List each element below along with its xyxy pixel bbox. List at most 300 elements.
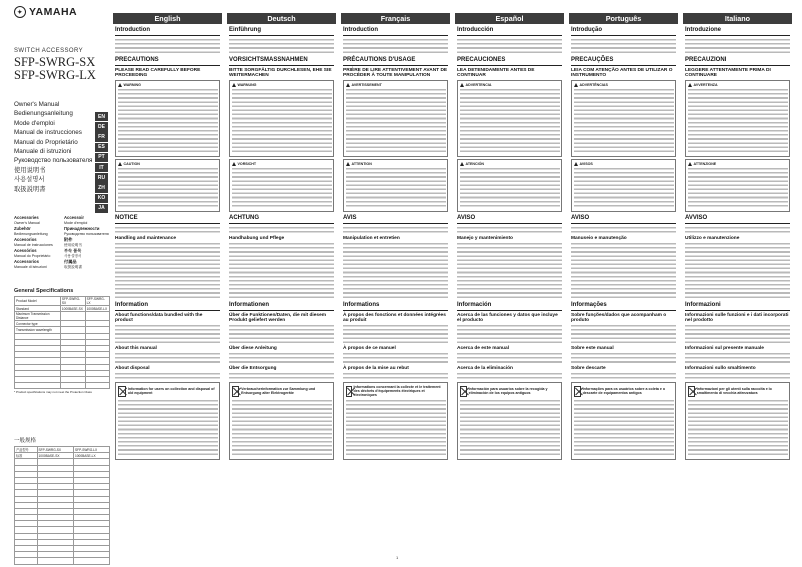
subsection-title: À propos de ce manuel: [343, 346, 396, 352]
notice-text: [460, 167, 560, 208]
manual-title: Mode d'emploi: [14, 119, 55, 127]
body-text: [115, 242, 220, 299]
notice-label: AVERTISSEMENT: [351, 82, 382, 87]
section-title: Introduction: [343, 27, 378, 33]
accessory-sub: Manual do Proprietário: [14, 254, 51, 258]
section-title: AVIS: [343, 214, 357, 221]
notice-label: Informations concernant la collecte et le traitement des déchets d'équipements électriques et électroniques: [353, 385, 441, 398]
notice-box: [115, 159, 220, 212]
body-text: [571, 352, 676, 364]
warning-triangle-icon: [232, 162, 236, 166]
language-tabs: [95, 112, 108, 214]
spec-cell: 产品型号: [15, 447, 38, 453]
section-title: AVISO: [571, 214, 590, 221]
notice-text: [118, 88, 218, 154]
spec-cell: Standard: [15, 306, 61, 312]
notice-heading: [460, 162, 560, 166]
body-text: [343, 324, 448, 345]
subsection-title: Über die Entsorgung: [229, 365, 277, 371]
column-header: Italiano: [683, 13, 792, 24]
notice-heading: [346, 162, 446, 166]
notice-heading: [232, 83, 332, 87]
notice-box: [457, 382, 562, 460]
warning-triangle-icon: [232, 83, 236, 87]
accessory-label: Accessoir: [64, 215, 85, 220]
spec-cell: [74, 558, 110, 564]
language-tab: DE: [95, 122, 108, 131]
spec-cell: [15, 558, 38, 564]
column-body: [113, 27, 222, 460]
warning-triangle-icon: [346, 162, 350, 166]
body-text: [457, 324, 562, 345]
crossed-bin-icon: [118, 386, 126, 397]
general-specifications-cn: [14, 436, 110, 565]
body-text: [457, 242, 562, 299]
subsection-title: Handhabung und Pflege: [229, 235, 285, 241]
spec-cell: SFP-SWRG-SX: [37, 447, 73, 453]
notice-heading: [688, 83, 788, 87]
spec-cell: [37, 558, 73, 564]
subsection-title: Manejo y mantenimiento: [457, 235, 513, 241]
section-title: Information: [115, 302, 148, 309]
body-text: [229, 226, 334, 234]
subsection-title: PLEASE READ CAREFULLY BEFORE PROCEEDING: [115, 68, 201, 79]
accessory-label: Accessorios: [14, 259, 39, 264]
column-header: Français: [341, 13, 450, 24]
notice-text: [232, 167, 332, 208]
notice-box: [343, 159, 448, 212]
notice-box: [457, 80, 562, 157]
section-rule: [115, 310, 220, 311]
body-text: [571, 372, 676, 380]
notice-heading: [232, 385, 332, 398]
column-français: [341, 13, 450, 561]
manual-title: Manuale di istruzioni: [14, 148, 72, 156]
section-title: ACHTUNG: [229, 214, 259, 221]
body-text: [115, 226, 220, 234]
warning-triangle-icon: [688, 162, 692, 166]
manual-title-list: [14, 100, 104, 194]
body-text: [343, 242, 448, 299]
accessory-label: 부속 품목: [64, 248, 82, 253]
notice-text: [460, 399, 560, 456]
body-text: [115, 324, 220, 345]
section-rule: [229, 35, 334, 36]
notice-heading: [574, 385, 674, 398]
body-text: [457, 38, 562, 54]
notice-box: [571, 159, 676, 212]
language-tab: EN: [95, 112, 108, 121]
section-rule: [457, 310, 562, 311]
language-tab: ES: [95, 143, 108, 152]
body-text: [571, 226, 676, 234]
accessory-sub: Owner's Manual: [14, 221, 40, 225]
subsection-title: Manuseio e manutenção: [571, 235, 627, 241]
body-text: [343, 38, 448, 54]
section-title: PRECAUTIONS: [115, 57, 159, 64]
column-english: [113, 13, 222, 561]
notice-heading: [688, 385, 788, 398]
section-rule: [685, 310, 790, 311]
subsection-title: Informazioni sulle funzioni e i dati incorporati nel prodotto: [685, 313, 789, 324]
section-title: PRECAUCIONES: [457, 57, 506, 64]
notice-label: AVISOS: [579, 161, 593, 166]
accessory-sub: 使用说明书: [64, 243, 82, 247]
manual-title: 取扱説明書: [14, 185, 46, 193]
model-name-sx: SFP-SWRG-SX: [14, 55, 96, 69]
spec-row: [15, 383, 110, 389]
section-title: PRECAUÇÕES: [571, 57, 614, 64]
crossed-bin-icon: [232, 386, 240, 397]
warning-triangle-icon: [574, 83, 578, 87]
section-rule: [343, 35, 448, 36]
spec-cell: Connector type: [15, 321, 61, 327]
accessory-item: [14, 248, 60, 259]
crossed-bin-icon: [460, 386, 467, 397]
column-body: [341, 27, 450, 460]
notice-label: CAUTION: [123, 161, 140, 166]
warning-triangle-icon: [118, 162, 122, 166]
body-text: [343, 372, 448, 380]
body-text: [571, 38, 676, 54]
notice-heading: [574, 83, 674, 87]
notice-box: [343, 382, 448, 460]
notice-label: ATENCIÓN: [465, 161, 484, 166]
spec-cell: [60, 383, 85, 389]
spec-cell: Transmission wavelength: [15, 327, 61, 333]
language-tab: RU: [95, 173, 108, 182]
section-title: Informazioni: [685, 302, 721, 309]
section-rule: [685, 65, 790, 66]
notice-box: [343, 80, 448, 157]
section-rule: [571, 223, 676, 224]
spec-cell: SFP-SWRG-LX: [74, 447, 110, 453]
language-tab: PT: [95, 153, 108, 162]
section-title: VORSICHTSMASSNAHMEN: [229, 57, 308, 64]
accessory-label: Принадлежности: [64, 226, 100, 231]
manual-title: Owner's Manual: [14, 101, 60, 108]
accessory-item: [14, 237, 60, 248]
body-text: [115, 352, 220, 364]
section-title: Informationen: [229, 302, 269, 309]
subsection-title: Informazioni sullo smaltimento: [685, 365, 756, 371]
warning-triangle-icon: [346, 83, 350, 87]
accessory-sub: Mode d'emploi: [64, 221, 88, 225]
crossed-bin-icon: [346, 386, 352, 397]
general-specifications: [14, 288, 110, 394]
notice-box: [229, 80, 334, 157]
body-text: [115, 38, 220, 54]
accessory-item: [64, 248, 110, 259]
language-tab: ZH: [95, 183, 108, 192]
subsection-title: PRIÈRE DE LIRE ATTENTIVEMENT AVANT DE PROCÉDER À TOUTE MANIPULATION: [343, 68, 448, 79]
section-title: AVVISO: [685, 214, 708, 221]
notice-text: [232, 399, 332, 456]
body-text: [343, 226, 448, 234]
notice-heading: [118, 162, 218, 166]
crossed-bin-icon: [688, 386, 695, 397]
column-body: [683, 27, 792, 460]
spec-cell: SFP-SWRG-LX: [85, 297, 109, 306]
subsection-title: LEA DETENIDAMENTE ANTES DE CONTINUAR: [457, 68, 535, 79]
language-tab: IT: [95, 163, 108, 172]
subsection-title: About disposal: [115, 365, 150, 371]
notice-box: [685, 382, 790, 460]
notice-box: [571, 80, 676, 157]
section-title: Informações: [571, 302, 607, 309]
manual-title: 사용설명서: [14, 176, 45, 184]
subsection-title: Acerca de este manual: [457, 346, 509, 352]
spec-row: [15, 312, 110, 321]
specs-heading: General Specifications: [14, 288, 74, 294]
column-deutsch: [227, 13, 336, 561]
notice-text: [688, 167, 788, 208]
body-text: [229, 352, 334, 364]
spec-cell: 1000BASE-LX: [85, 306, 109, 312]
warning-triangle-icon: [688, 83, 692, 87]
notice-heading: [460, 83, 560, 87]
subsection-title: Über diese Anleitung: [229, 346, 277, 352]
body-text: [115, 372, 220, 380]
section-rule: [229, 310, 334, 311]
accessory-label: Zubehör: [14, 226, 31, 231]
notice-text: [232, 88, 332, 154]
accessory-sub: 取扱説明書: [64, 265, 82, 269]
body-text: [685, 38, 790, 54]
column-header: English: [113, 13, 222, 24]
notice-box: [571, 382, 676, 460]
notice-text: [118, 399, 218, 456]
notice-heading: [346, 83, 446, 87]
notice-text: [346, 88, 446, 154]
accessory-sub: Руководство пользователя: [64, 232, 109, 236]
specs-note: * Product specifications may not meet the Protection Class: [14, 390, 92, 395]
notice-text: [688, 399, 788, 456]
section-title: Informations: [343, 302, 380, 309]
accessory-label: 附件: [64, 237, 73, 242]
notice-label: Information for users on collection and disposal of old equipment: [127, 387, 215, 396]
accessories-block: [14, 215, 110, 270]
body-text: [229, 242, 334, 299]
brand-logo: [14, 6, 104, 18]
notice-box: [229, 382, 334, 460]
accessory-sub: Manuale di istruzioni: [14, 265, 47, 269]
notice-text: [574, 88, 674, 154]
accessory-item: [14, 259, 60, 270]
body-text: [685, 226, 790, 234]
accessory-item: [64, 259, 110, 270]
section-title: Introduction: [115, 27, 150, 33]
section-rule: [229, 65, 334, 66]
subsection-title: À propos des fonctions et données intégrées au produit: [343, 313, 446, 324]
section-title: Información: [457, 302, 492, 309]
spec-cell: 1000BASE-LX: [74, 453, 110, 459]
notice-heading: [574, 162, 674, 166]
notice-box: [685, 159, 790, 212]
subsection-title: Acerca de las funciones y datos que incluye el producto: [457, 313, 558, 324]
manual-title: Manual do Proprietário: [14, 138, 78, 146]
accessory-sub: 사용설명서: [64, 254, 82, 258]
section-rule: [229, 223, 334, 224]
column-italiano: [683, 13, 792, 561]
notice-label: VORSICHT: [237, 161, 257, 166]
notice-heading: [232, 162, 332, 166]
subsection-title: À propos de la mise au rebut: [343, 365, 409, 371]
accessory-sub: Bedienungsanleitung: [14, 232, 48, 236]
body-text: [685, 324, 790, 345]
section-rule: [115, 35, 220, 36]
notice-label: Verbraucherinformation zur Sammlung und Entsorgung alter Elektrogeräte: [241, 387, 316, 396]
section-title: AVISO: [457, 214, 476, 221]
accessory-label: Accessories: [14, 215, 39, 220]
language-tab: FR: [95, 132, 108, 141]
crossed-bin-icon: [574, 386, 581, 397]
section-rule: [457, 35, 562, 36]
notice-box: [229, 159, 334, 212]
notice-label: WARNUNG: [237, 82, 257, 87]
notice-text: [574, 399, 674, 456]
column-header: Português: [569, 13, 678, 24]
notice-text: [574, 167, 674, 208]
subsection-title: LEIA COM ATENÇÃO ANTES DE UTILIZAR O INSTRUMENTO: [571, 68, 673, 79]
accessory-label: 付属品: [64, 259, 77, 264]
manual-title: Руководство пользователя: [14, 157, 93, 165]
notice-text: [118, 167, 218, 208]
specs-cn-heading: 一般规格: [14, 438, 37, 444]
body-text: [685, 242, 790, 299]
subsection-title: BITTE SORGFÄLTIG DURCHLESEN, EHE SIE WEITERMACHEN: [229, 68, 332, 79]
section-rule: [343, 310, 448, 311]
spec-cell: Product Model: [15, 297, 61, 306]
accessory-item: [64, 215, 110, 226]
column-português: [569, 13, 678, 561]
notice-label: WARNING: [123, 82, 141, 87]
accessory-sub: Manual de instrucciones: [14, 243, 53, 247]
section-title: Introducción: [457, 27, 494, 33]
notice-label: AVVERTENZA: [693, 82, 718, 87]
notice-text: [346, 167, 446, 208]
notice-label: Informazioni per gli utenti sulla raccolta e lo smaltimento di vecchia attrezzatura: [696, 387, 772, 396]
section-rule: [343, 223, 448, 224]
series-label: SWITCH ACCESSORY: [14, 48, 83, 54]
notice-box: [115, 382, 220, 460]
column-header: Deutsch: [227, 13, 336, 24]
notice-box: [115, 80, 220, 157]
model-name-lx: SFP-SWRG-LX: [14, 68, 96, 82]
section-title: Introdução: [571, 27, 602, 33]
spec-cell: [85, 383, 109, 389]
page-number: 1: [396, 555, 399, 560]
section-title: Introduzione: [685, 27, 721, 33]
section-rule: [571, 65, 676, 66]
spec-cell: 标准: [15, 453, 38, 459]
spec-cell: 1000BASE-SX: [37, 453, 73, 459]
subsection-title: Über die Funktionen/Daten, die mit diesem Produkt geliefert werden: [229, 313, 327, 324]
notice-heading: [688, 162, 788, 166]
notice-text: [688, 88, 788, 154]
warning-triangle-icon: [574, 162, 578, 166]
notice-label: ADVERTENCIA: [465, 82, 492, 87]
subsection-title: LEGGERE ATTENTAMENTE PRIMA DI CONTINUARE: [685, 68, 771, 79]
warning-triangle-icon: [460, 83, 464, 87]
accessory-item: [64, 226, 110, 237]
section-rule: [115, 65, 220, 66]
section-title: PRÉCAUTIONS D'USAGE: [343, 57, 416, 64]
accessory-item: [64, 237, 110, 248]
subsection-title: Utilizzo e manutenzione: [685, 235, 740, 241]
spec-cell: [15, 383, 61, 389]
notice-heading: [118, 385, 218, 398]
brand-name: YAMAHA: [29, 6, 78, 18]
section-rule: [685, 223, 790, 224]
notice-heading: [346, 385, 446, 398]
subsection-title: About this manual: [115, 346, 157, 352]
notice-label: ADVERTÊNCIAS: [579, 82, 608, 87]
body-text: [457, 352, 562, 364]
section-title: PRECAUZIONI: [685, 57, 727, 64]
spec-row: [15, 558, 110, 564]
notice-label: Información para usuarios sobre la recogida y eliminación de los equipos antiguos: [468, 387, 548, 396]
section-title: Einführung: [229, 27, 261, 33]
section-rule: [571, 310, 676, 311]
subsection-title: Manipulation et entretien: [343, 235, 400, 241]
accessory-item: [14, 215, 60, 226]
subsection-title: Sobre funções/dados que acompanham o produto: [571, 313, 667, 324]
subsection-title: Sobre descarte: [571, 365, 606, 371]
notice-label: ATTENZIONE: [693, 161, 717, 166]
column-body: [455, 27, 564, 460]
subsection-title: Sobre este manual: [571, 346, 614, 352]
body-text: [457, 226, 562, 234]
body-text: [571, 242, 676, 299]
accessory-item: [14, 226, 60, 237]
notice-text: [460, 88, 560, 154]
body-text: [343, 352, 448, 364]
notice-heading: [460, 385, 560, 398]
notice-label: ATTENTION: [351, 161, 372, 166]
column-body: [227, 27, 336, 460]
spec-cell: SFP-SWRG-SX: [60, 297, 85, 306]
body-text: [571, 324, 676, 345]
notice-box: [685, 80, 790, 157]
body-text: [457, 372, 562, 380]
spec-cell: Maximum Transmission Distance: [15, 312, 61, 321]
notice-text: [346, 399, 446, 456]
accessory-label: Accesorios: [14, 237, 37, 242]
column-body: [569, 27, 678, 460]
warning-triangle-icon: [460, 162, 464, 166]
warning-triangle-icon: [118, 83, 122, 87]
body-text: [229, 372, 334, 380]
body-text: [685, 372, 790, 380]
spec-cell: [60, 312, 85, 321]
spec-cell: 1000BASE-SX: [60, 306, 85, 312]
section-rule: [343, 65, 448, 66]
subsection-title: Acerca de la eliminación: [457, 365, 513, 371]
section-rule: [457, 223, 562, 224]
subsection-title: About functions/data bundled with the product: [115, 313, 203, 324]
manual-title: Bedienungsanleitung: [14, 110, 73, 118]
body-text: [229, 38, 334, 54]
spec-row: [15, 297, 110, 306]
body-text: [229, 324, 334, 345]
section-rule: [457, 65, 562, 66]
spec-cell: [85, 312, 109, 321]
notice-label: Informações para os usuários sobre a coleta e o descarte de equipamentos antigos: [582, 387, 666, 396]
language-tab: JA: [95, 204, 108, 213]
column-header: Español: [455, 13, 564, 24]
section-title: NOTICE: [115, 214, 138, 221]
